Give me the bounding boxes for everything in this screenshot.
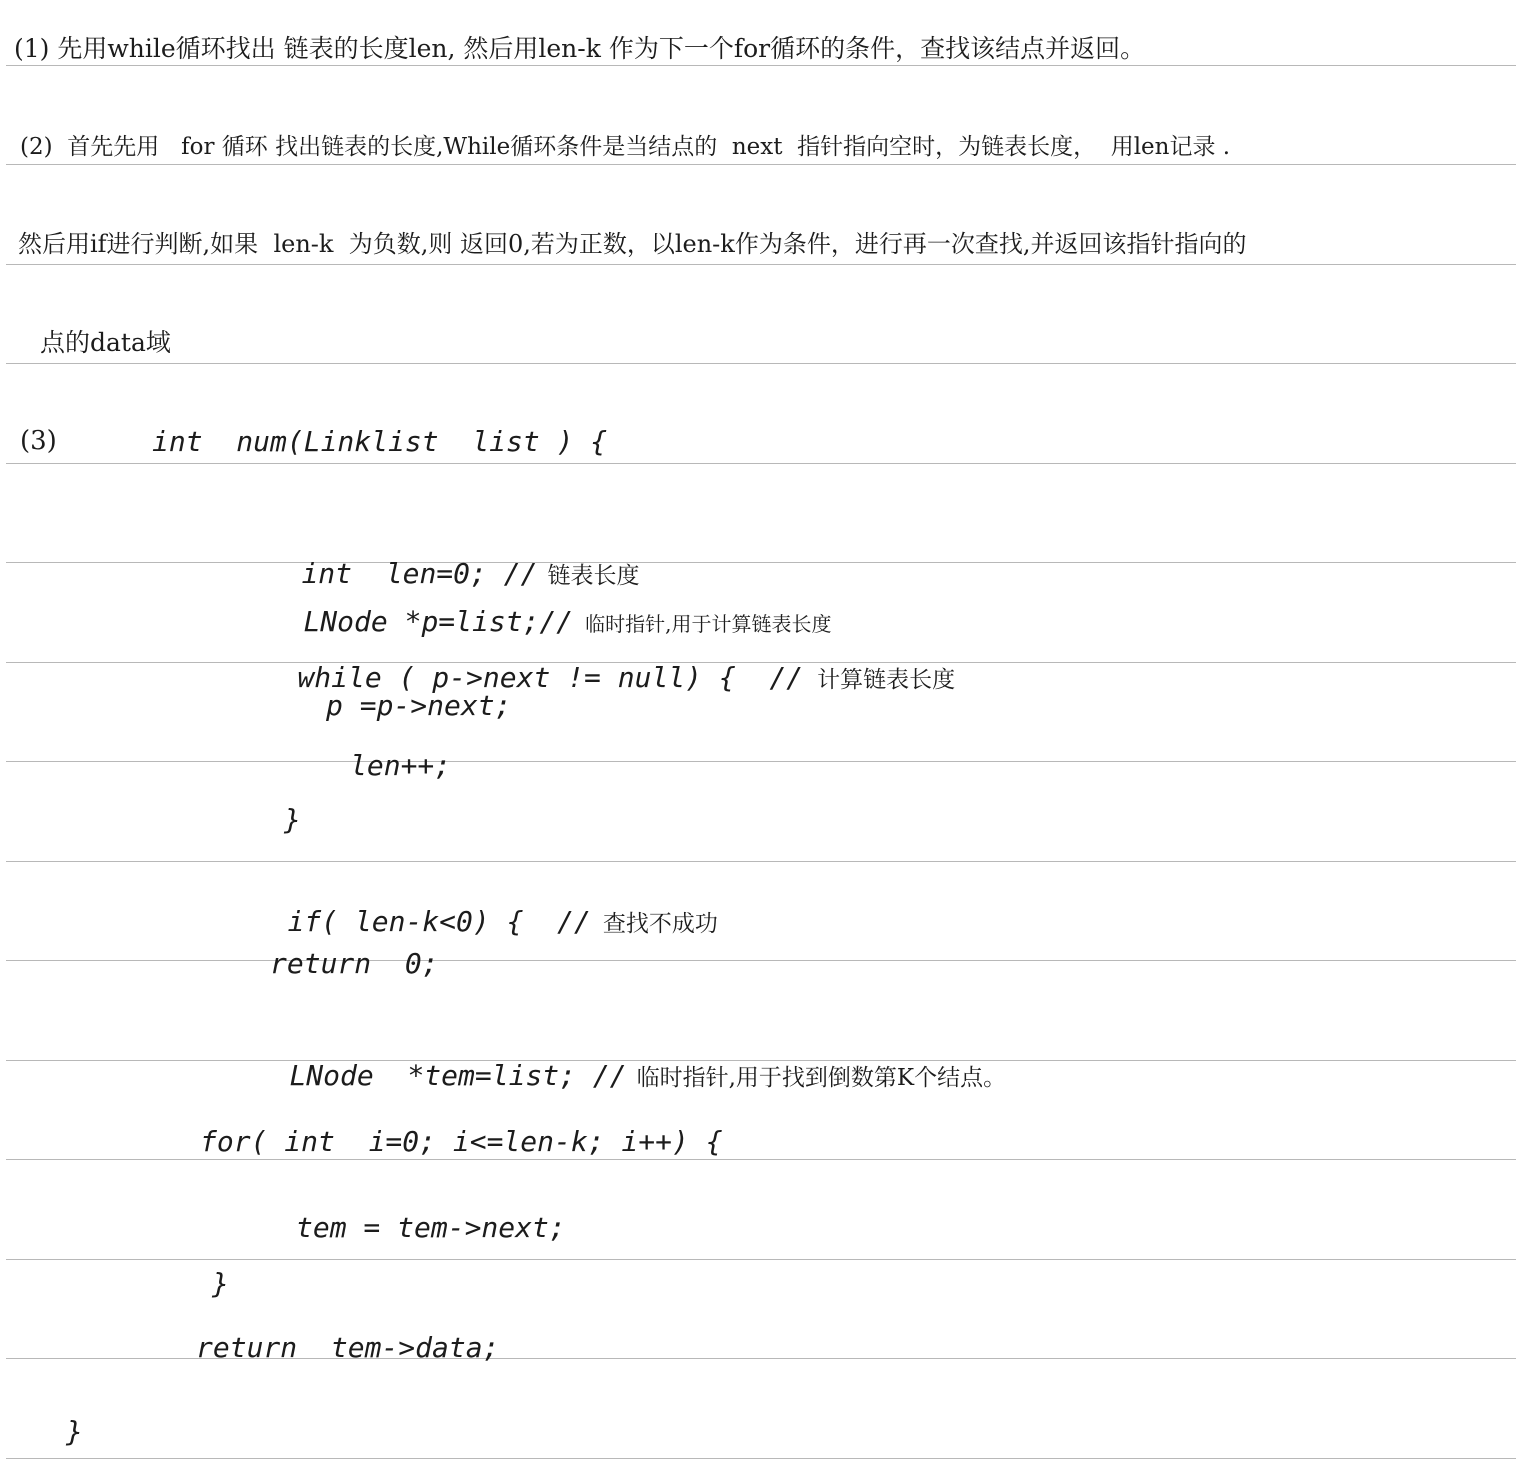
answer-part-1: (1) 先用while循环找出 链表的长度len, 然后用len-k 作为下一个for循环的条件，查找该结点并返回。	[14, 34, 1146, 63]
answer-part-2-line-1: (2) 首先先用 for 循环 找出链表的长度,While循环条件是当结点的 next 指针指向空时，为链表长度， 用len记录 .	[20, 134, 1231, 160]
part-3-label: (3)	[20, 426, 57, 456]
ruled-line	[6, 1458, 1516, 1459]
code-function-signature: int num(Linklist list ) {	[152, 425, 608, 458]
ruled-line	[6, 65, 1516, 66]
code-comment: 临时指针,用于计算链表长度	[585, 612, 832, 636]
code-comment: 临时指针,用于找到倒数第K个结点。	[636, 1065, 1007, 1091]
code-for-head: for( int i=0; i<=len-k; i++) {	[200, 1125, 723, 1158]
ruled-line	[6, 562, 1516, 563]
ruled-line	[6, 1259, 1516, 1260]
code-while-close: }	[284, 803, 301, 836]
ruled-line	[6, 463, 1516, 464]
ruled-line	[6, 363, 1516, 364]
code-text: int len=0; //	[301, 557, 538, 590]
ruled-line	[6, 761, 1516, 762]
code-comment: 计算链表长度	[817, 667, 956, 693]
code-for-body: tem = tem->next;	[296, 1211, 566, 1244]
answer-part-2-line-3: 点的data域	[40, 328, 171, 357]
code-advance-pointer: p =p->next;	[326, 689, 512, 722]
code-function-close: }	[66, 1415, 83, 1448]
ruled-line	[6, 264, 1516, 265]
ruled-line	[6, 164, 1516, 165]
code-tem-declaration	[222, 1034, 1006, 1118]
code-comment: 查找不成功	[602, 911, 718, 937]
code-return-data: return tem->data;	[196, 1331, 500, 1364]
code-text: while ( p->next != null) { //	[297, 661, 804, 694]
code-text: LNode *tem=list; //	[289, 1059, 627, 1092]
code-text: if( len-k<0) { //	[287, 905, 591, 938]
ruled-line	[6, 861, 1516, 862]
code-text: LNode *p=list;//	[303, 605, 574, 638]
code-comment: 链表长度	[547, 563, 640, 589]
code-for-close: }	[212, 1267, 229, 1300]
code-return-zero: return 0;	[270, 947, 439, 980]
answer-part-2-line-2: 然后用if进行判断,如果 len-k 为负数,则 返回0,若为正数，以len-k作为条件，进行再一次查找,并返回该指针指向的	[18, 230, 1247, 258]
code-increment-len: len++;	[350, 749, 452, 782]
ruled-line	[6, 1159, 1516, 1160]
